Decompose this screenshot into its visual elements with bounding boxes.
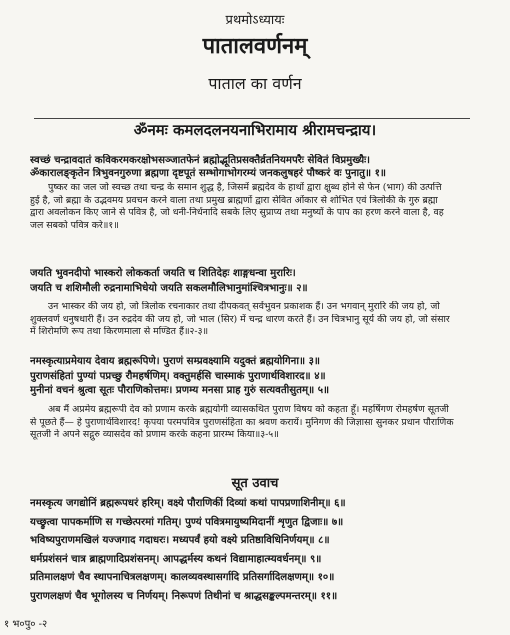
chapter-label: प्रथमोऽध्यायः (225, 13, 285, 28)
verse-line: भविष्यपुराणमखिलं यज्जगाद गदाधरः। मध्यपर्वं हयो वक्ष्ये प्रतिष्ठाविधिनिर्णयम्॥ ८॥ (30, 534, 330, 546)
divider (34, 118, 470, 119)
prose-line: सूतजी ने अपने सद्गुरु व्यासदेव को प्रणाम करके कहना प्रारम्भ किया॥३-५॥ (30, 429, 279, 440)
page-footer: १ भ०पु० -२ (4, 619, 48, 630)
verse-line: पुराणसंहितां पुण्यां पप्रच्छु रौमहर्षणिम्। वक्तुमर्हसि चास्माकं पुराणार्थविशारद॥ ४॥ (30, 369, 326, 382)
verse-line: ॐकारालङ्कृतेन त्रिभुवनगुरुणा ब्रह्मणा दृष्टपूतं सम्भोगाभोगरम्यं जनकलुषहरं पौष्करं वः पुनातु॥ १॥ (30, 167, 387, 179)
verse-line: यच्छ्रुत्वा पापकर्माणि स गच्छेत्परमां गतिम्। पुण्यं पवित्रमायुष्यमिदानीं शृणुत द्विजाः॥ ७॥ (30, 515, 344, 528)
translation-block-2 (30, 301, 482, 339)
verse-block-3 (30, 354, 482, 398)
verse-line: धर्मप्रशंसनं चात्र ब्राह्मणादिप्रशंसनम्। आपद्धर्मस्य कथनं विद्यामाहात्म्यवर्धनम्॥ ९॥ (30, 552, 322, 565)
page-title: पातालवर्णनम् (202, 33, 308, 59)
verse-line: जयति भुवनदीपो भास्करो लोककर्ता जयति च शितिदेहः शाङ्गधन्वा मुरारिः। (30, 267, 296, 279)
verse-line: मुनीनां वचनं श्रुत्वा सूतः पौराणिकोत्तमः। प्रणम्य मनसा प्राह गुरुं सत्यवतीसुतम्॥ ५॥ (30, 384, 330, 396)
prose-line: अब मैं अप्रमेय ब्रह्मरूपी देव को प्रणाम करके ब्रह्मयोगी व्यासकथित पुराण विषय को कहता हूँ। महर्षिगण रोमहर्षण सूतजी (48, 404, 449, 415)
prose-line: पुष्कर का जल जो स्वच्छ तथा चन्द्र के समान शुद्ध है, जिसमें ब्रह्मदेव के हाथों द्वारा क्षुब्ध होने से फेन (भाग) की उत्पत्ति (48, 182, 442, 193)
verse-line: नमस्कृत्य जगद्योनिं ब्रह्मरूपधरं हरिम्। वक्ष्ये पौराणिकीं दिव्यां कथां पापप्रणाशिनीम्॥ ६॥ (30, 497, 346, 509)
translation-block-3 (30, 404, 482, 442)
verse-line: नमस्कृत्याप्रमेयाय देवाय ब्रह्मरूपिणे। पुराणं सम्प्रवक्ष्यामि यदुक्तं ब्रह्मयोगिना॥ ३॥ (30, 355, 321, 367)
verse-block-2 (30, 266, 482, 296)
prose-line: द्वारा अवलोकन किए जाने से पवित्र है, जो धनी-निर्धनादि सबके लिए सुप्राप्य तथा मनुष्यों के पाप का हरण करने वाला है, वह (30, 207, 444, 218)
prose-line: जल सबको पवित्र करे॥१॥ (30, 219, 119, 231)
verse-line: पुराणलक्षणं चैव भूगोलस्य च निर्णयम्। निरूपणं तिथीनां च श्राद्धसङ्कल्पमन्तरम्॥ ११॥ (30, 589, 338, 602)
page-subtitle: पाताल का वर्णन (208, 74, 302, 93)
verse-block-1 (30, 154, 482, 180)
prose-line: से पूछते हैं— हे पुराणार्थविशारद! कृपया परमपवित्र पुराणसंहिता का श्रवण करायें। मुनिगण की जिज्ञासा सुनकर प्रधान पौराणिक (30, 416, 454, 428)
verse-line: जयति च शशिमौली रुद्रनामाभिधेयो जयति सकलमौलिभानुमांश्चित्रभानुः॥ २॥ (30, 282, 308, 294)
verse-line: स्वच्छं चन्द्रावदातं कविकरमकरक्षोभसञ्जातफेनं ब्रह्मोद्भूतिप्रसक्तैर्व्रतनियमपरैः सेवितं विप्रमुख्यैः। (30, 154, 371, 166)
invocation: ॐनमः कमलदलनयनाभिरामाय श्रीरामचन्द्राय। (133, 121, 377, 139)
translation-block-1 (30, 182, 482, 232)
verse-block-4 (30, 494, 482, 605)
prose-line: उन भास्कर की जय हो, जो त्रिलोक रचनाकार तथा दीपकवत् सर्वभुवन प्रकाशक हैं। उन भगवान् मुरारि की जय हो, जो (48, 301, 440, 312)
prose-line: शुक्लवर्ण धनुषधारी हैं। उन रुद्रदेव की जय हो, जो भाल (सिर) में चन्द्र धारण करते हैं। उन चित्रभानु सूर्य की जय हो, जो संसार (30, 313, 450, 325)
prose-line: हुई है, जो ब्रह्मा के उद्भवमय प्रवचन करने वाला तथा प्रमुख ब्राह्मणों द्वारा सेवित ओंकार से शोभित एवं त्रिलोकी के गुरु ब्रह्मा (30, 194, 438, 206)
prose-line: में शिरोमणि रूप तथा किरणमाला से मण्डित हैं॥२-३॥ (30, 326, 209, 337)
verse-line: प्रतिमालक्षणं चैव स्थापनाचित्रलक्षणम्। कालव्यवस्थासर्गादि प्रतिसर्गादिलक्षणम्॥ १०॥ (30, 571, 335, 583)
section-heading: सूत उवाच (231, 476, 279, 491)
